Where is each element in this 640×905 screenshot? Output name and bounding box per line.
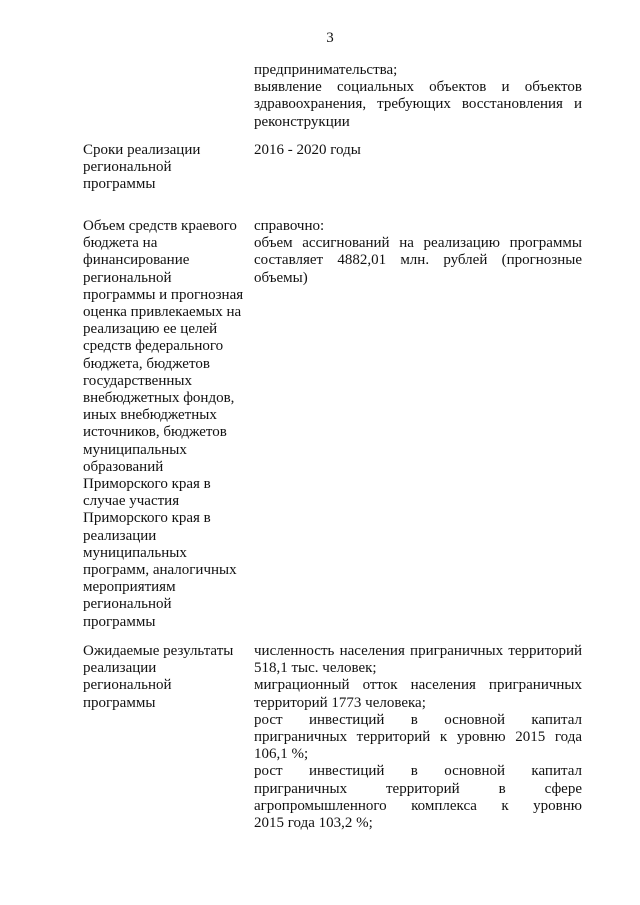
label-line: источников, бюджетов: [83, 424, 227, 441]
value-line: составляет 4882,01 млн. рублей (прогнозные: [254, 252, 582, 269]
label-line: программы: [83, 176, 156, 193]
label-line: Объем средств краевого: [83, 218, 237, 234]
value-line: предпринимательства;: [254, 62, 398, 78]
row-label: [83, 142, 243, 194]
label-line: программы: [83, 694, 156, 711]
value-line: приграничных территорий в сфере: [254, 780, 582, 797]
value-line: выявление социальных объектов и объектов: [254, 79, 582, 96]
label-line: реализации: [83, 527, 157, 544]
label-line: средств федерального: [83, 338, 224, 355]
value-line: численность населения приграничных территорий: [254, 643, 582, 659]
label-line: реализацию ее целей: [83, 321, 218, 338]
value-line: 106,1 %;: [254, 746, 309, 763]
label-line: реализации: [83, 660, 157, 677]
row-value: [254, 218, 582, 287]
value-line: 2015 года 103,2 %;: [254, 815, 373, 832]
label-line: региональной: [83, 269, 172, 286]
label-line: программ, аналогичных: [83, 562, 237, 579]
label-line: внебюджетных фондов,: [83, 390, 235, 407]
label-line: мероприятиям: [83, 579, 176, 596]
label-line: Сроки реализации: [83, 142, 201, 158]
label-line: бюджета, бюджетов: [83, 355, 210, 372]
page-number: 3: [326, 30, 334, 46]
label-line: образований: [83, 458, 164, 475]
value-line: реконструкции: [254, 113, 350, 130]
value-line: 518,1 тыс. человек;: [254, 660, 377, 677]
label-line: региональной: [83, 677, 172, 694]
row-label: [83, 643, 243, 712]
value-line: объемы): [254, 269, 308, 286]
label-line: оценка привлекаемых на: [83, 304, 242, 321]
value-line: рост инвестиций в основной капитал: [254, 763, 582, 780]
value-line: агропромышленного комплекса к уровню: [254, 797, 582, 814]
label-line: региональной: [83, 159, 172, 176]
row-label: [83, 218, 243, 631]
value-line: рост инвестиций в основной капитал: [254, 711, 582, 728]
value-line: 2016 - 2020 годы: [254, 142, 361, 158]
label-line: финансирование: [83, 252, 190, 269]
value-line: территорий 1773 человека;: [254, 694, 426, 711]
row-value: [254, 142, 582, 159]
value-line: миграционный отток населения приграничных: [254, 677, 582, 694]
label-line: государственных: [83, 372, 192, 389]
label-line: программы: [83, 613, 156, 630]
label-line: региональной: [83, 596, 172, 613]
label-line: Приморского края в: [83, 510, 211, 527]
value-line: объем ассигнований на реализацию программы: [254, 235, 582, 252]
row-value: [254, 643, 582, 832]
value-line: справочно:: [254, 218, 325, 234]
row-value: [254, 62, 582, 131]
label-line: случае участия: [83, 493, 180, 510]
label-line: муниципальных: [83, 441, 187, 458]
label-line: программы и прогнозная: [83, 286, 244, 303]
value-line: здравоохранения, требующих восстановления и: [254, 96, 582, 113]
label-line: Ожидаемые результаты: [83, 643, 234, 659]
label-line: иных внебюджетных: [83, 407, 217, 424]
label-line: Приморского края в: [83, 476, 211, 493]
label-line: муниципальных: [83, 544, 187, 561]
label-line: бюджета на: [83, 235, 158, 252]
value-line: приграничных территорий к уровню 2015 года: [254, 729, 582, 746]
